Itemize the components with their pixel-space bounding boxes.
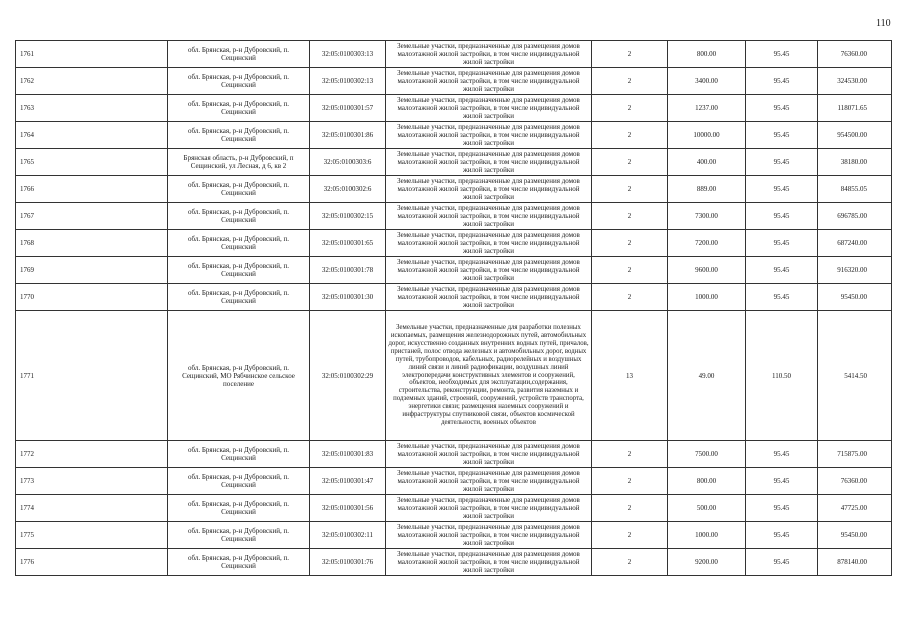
cadastral-value-cell: 95450.00 — [818, 522, 892, 549]
row-number: 1775 — [16, 522, 168, 549]
cadastral-value-cell: 95450.00 — [818, 284, 892, 311]
table-row — [16, 549, 892, 576]
address-cell: обл. Брянская, р-н Дубровский, п. Сещинский — [168, 468, 310, 495]
row-number: 1772 — [16, 441, 168, 468]
use-group-cell: 2 — [592, 95, 668, 122]
table-row — [16, 468, 892, 495]
row-number: 1774 — [16, 495, 168, 522]
use-group-cell: 2 — [592, 441, 668, 468]
use-group-cell: 2 — [592, 122, 668, 149]
cadastral-number-cell: 32:05:0100302:6 — [310, 176, 386, 203]
address-cell: обл. Брянская, р-н Дубровский, п. Сещинский — [168, 549, 310, 576]
use-group-cell: 2 — [592, 41, 668, 68]
cadastral-value-table — [15, 40, 892, 576]
row-number: 1766 — [16, 176, 168, 203]
area-cell: 9200.00 — [668, 549, 746, 576]
land-use-cell: Земельные участки, предназначенные для размещения домов малоэтажной жилой застройки, в том числе индивидуальной жилой застройки — [386, 549, 592, 576]
cadastral-value-cell: 76360.00 — [818, 41, 892, 68]
address-cell: обл. Брянская, р-н Дубровский, п. Сещинский — [168, 95, 310, 122]
row-number: 1763 — [16, 95, 168, 122]
land-use-cell: Земельные участки, предназначенные для размещения домов малоэтажной жилой застройки, в том числе индивидуальной жилой застройки — [386, 257, 592, 284]
land-use-cell: Земельные участки, предназначенные для размещения домов малоэтажной жилой застройки, в том числе индивидуальной жилой застройки — [386, 284, 592, 311]
use-group-cell: 2 — [592, 230, 668, 257]
specific-value-cell: 95.45 — [746, 468, 818, 495]
specific-value-cell: 95.45 — [746, 257, 818, 284]
cadastral-value-cell: 916320.00 — [818, 257, 892, 284]
use-group-cell: 2 — [592, 522, 668, 549]
row-number: 1770 — [16, 284, 168, 311]
specific-value-cell: 95.45 — [746, 284, 818, 311]
use-group-cell: 2 — [592, 549, 668, 576]
row-number: 1768 — [16, 230, 168, 257]
area-cell: 400.00 — [668, 149, 746, 176]
land-use-cell: Земельные участки, предназначенные для размещения домов малоэтажной жилой застройки, в том числе индивидуальной жилой застройки — [386, 230, 592, 257]
land-use-cell: Земельные участки, предназначенные для размещения домов малоэтажной жилой застройки, в том числе индивидуальной жилой застройки — [386, 95, 592, 122]
table-row — [16, 495, 892, 522]
area-cell: 7300.00 — [668, 203, 746, 230]
area-cell: 7200.00 — [668, 230, 746, 257]
specific-value-cell: 95.45 — [746, 41, 818, 68]
cadastral-number-cell: 32:05:0100302:29 — [310, 311, 386, 441]
cadastral-number-cell: 32:05:0100301:78 — [310, 257, 386, 284]
cadastral-value-cell: 878140.00 — [818, 549, 892, 576]
cadastral-value-cell: 715875.00 — [818, 441, 892, 468]
cadastral-value-cell: 76360.00 — [818, 468, 892, 495]
cadastral-number-cell: 32:05:0100303:6 — [310, 149, 386, 176]
table-row — [16, 95, 892, 122]
specific-value-cell: 95.45 — [746, 230, 818, 257]
address-cell: обл. Брянская, р-н Дубровский, п. Сещинский — [168, 495, 310, 522]
row-number: 1771 — [16, 311, 168, 441]
use-group-cell: 2 — [592, 468, 668, 495]
row-number: 1764 — [16, 122, 168, 149]
cadastral-value-cell: 324530.00 — [818, 68, 892, 95]
cadastral-value-cell: 696785.00 — [818, 203, 892, 230]
use-group-cell: 2 — [592, 495, 668, 522]
cadastral-value-cell: 47725.00 — [818, 495, 892, 522]
address-cell: обл. Брянская, р-н Дубровский, п. Сещинский — [168, 522, 310, 549]
table-row — [16, 522, 892, 549]
use-group-cell: 13 — [592, 311, 668, 441]
specific-value-cell: 110.50 — [746, 311, 818, 441]
specific-value-cell: 95.45 — [746, 203, 818, 230]
address-cell: обл. Брянская, р-н Дубровский, п. Сещинский — [168, 230, 310, 257]
table-row — [16, 257, 892, 284]
specific-value-cell: 95.45 — [746, 122, 818, 149]
specific-value-cell: 95.45 — [746, 522, 818, 549]
address-cell: Брянская область, р-н Дубровский, п Сещинский, ул Лесная, д 6, кв 2 — [168, 149, 310, 176]
specific-value-cell: 95.45 — [746, 441, 818, 468]
page-number: 110 — [876, 18, 891, 29]
cadastral-value-cell: 38180.00 — [818, 149, 892, 176]
table-row — [16, 68, 892, 95]
address-cell: обл. Брянская, р-н Дубровский, п. Сещинский — [168, 68, 310, 95]
use-group-cell: 2 — [592, 149, 668, 176]
land-use-cell: Земельные участки, предназначенные для размещения домов малоэтажной жилой застройки, в том числе индивидуальной жилой застройки — [386, 522, 592, 549]
land-use-cell: Земельные участки, предназначенные для разработки полезных ископаемых, размещения железнодорожных путей, автомобильных дорог, искусственно созданных внутренних водных путей, причалов, пристаней, полос отвода железных и автомобильных дорог, водных путей, трубопроводов, кабельных, радиорелейных и воздушных линий связи и линий радиофикации, воздушных линий электропередачи конструктивных элементов и сооружений, объектов, необходимых для эксплуатации,содержания, строительства, реконструкции, ремонта, развития наземных и подземных зданий, строений, сооружений, устройств транспорта, энергетики связи; размещения наземных сооружений и инфраструктуры спутниковой связи, объектов космической деятельности, военных объектов — [386, 311, 592, 441]
cadastral-value-cell: 5414.50 — [818, 311, 892, 441]
area-cell: 800.00 — [668, 41, 746, 68]
area-cell: 10000.00 — [668, 122, 746, 149]
land-use-cell: Земельные участки, предназначенные для размещения домов малоэтажной жилой застройки, в том числе индивидуальной жилой застройки — [386, 468, 592, 495]
table-row — [16, 311, 892, 441]
cadastral-number-cell: 32:05:0100302:15 — [310, 203, 386, 230]
cadastral-number-cell: 32:05:0100301:65 — [310, 230, 386, 257]
cadastral-number-cell: 32:05:0100301:56 — [310, 495, 386, 522]
area-cell: 9600.00 — [668, 257, 746, 284]
land-use-cell: Земельные участки, предназначенные для размещения домов малоэтажной жилой застройки, в том числе индивидуальной жилой застройки — [386, 176, 592, 203]
table-body — [16, 41, 892, 576]
use-group-cell: 2 — [592, 203, 668, 230]
table-row — [16, 203, 892, 230]
cadastral-value-cell: 687240.00 — [818, 230, 892, 257]
table-row — [16, 230, 892, 257]
cadastral-number-cell: 32:05:0100302:13 — [310, 68, 386, 95]
table-row — [16, 441, 892, 468]
use-group-cell: 2 — [592, 68, 668, 95]
specific-value-cell: 95.45 — [746, 95, 818, 122]
cadastral-number-cell: 32:05:0100301:47 — [310, 468, 386, 495]
address-cell: обл. Брянская, р-н Дубровский, п. Сещинский — [168, 203, 310, 230]
table-row — [16, 41, 892, 68]
address-cell: обл. Брянская, р-н Дубровский, п. Сещинский — [168, 284, 310, 311]
specific-value-cell: 95.45 — [746, 495, 818, 522]
area-cell: 3400.00 — [668, 68, 746, 95]
cadastral-number-cell: 32:05:0100301:30 — [310, 284, 386, 311]
land-use-cell: Земельные участки, предназначенные для размещения домов малоэтажной жилой застройки, в том числе индивидуальной жилой застройки — [386, 68, 592, 95]
address-cell: обл. Брянская, р-н Дубровский, п. Сещинский, МО Рябчинское сельское поселение — [168, 311, 310, 441]
specific-value-cell: 95.45 — [746, 549, 818, 576]
cadastral-number-cell: 32:05:0100301:83 — [310, 441, 386, 468]
use-group-cell: 2 — [592, 284, 668, 311]
land-use-cell: Земельные участки, предназначенные для размещения домов малоэтажной жилой застройки, в том числе индивидуальной жилой застройки — [386, 122, 592, 149]
address-cell: обл. Брянская, р-н Дубровский, п. Сещинский — [168, 441, 310, 468]
address-cell: обл. Брянская, р-н Дубровский, п. Сещинский — [168, 41, 310, 68]
cadastral-value-cell: 118071.65 — [818, 95, 892, 122]
row-number: 1762 — [16, 68, 168, 95]
area-cell: 7500.00 — [668, 441, 746, 468]
cadastral-number-cell: 32:05:0100302:11 — [310, 522, 386, 549]
table-row — [16, 149, 892, 176]
row-number: 1773 — [16, 468, 168, 495]
area-cell: 49.00 — [668, 311, 746, 441]
row-number: 1776 — [16, 549, 168, 576]
cadastral-value-cell: 954500.00 — [818, 122, 892, 149]
specific-value-cell: 95.45 — [746, 149, 818, 176]
area-cell: 1237.00 — [668, 95, 746, 122]
cadastral-number-cell: 32:05:0100301:76 — [310, 549, 386, 576]
use-group-cell: 2 — [592, 257, 668, 284]
area-cell: 500.00 — [668, 495, 746, 522]
cadastral-number-cell: 32:05:0100301:86 — [310, 122, 386, 149]
land-use-cell: Земельные участки, предназначенные для размещения домов малоэтажной жилой застройки, в том числе индивидуальной жилой застройки — [386, 41, 592, 68]
address-cell: обл. Брянская, р-н Дубровский, п. Сещинский — [168, 257, 310, 284]
land-use-cell: Земельные участки, предназначенные для размещения домов малоэтажной жилой застройки, в том числе индивидуальной жилой застройки — [386, 149, 592, 176]
cadastral-number-cell: 32:05:0100303:13 — [310, 41, 386, 68]
area-cell: 1000.00 — [668, 284, 746, 311]
address-cell: обл. Брянская, р-н Дубровский, п. Сещинский — [168, 176, 310, 203]
row-number: 1769 — [16, 257, 168, 284]
row-number: 1767 — [16, 203, 168, 230]
area-cell: 1000.00 — [668, 522, 746, 549]
land-use-cell: Земельные участки, предназначенные для размещения домов малоэтажной жилой застройки, в том числе индивидуальной жилой застройки — [386, 203, 592, 230]
specific-value-cell: 95.45 — [746, 176, 818, 203]
specific-value-cell: 95.45 — [746, 68, 818, 95]
row-number: 1765 — [16, 149, 168, 176]
area-cell: 889.00 — [668, 176, 746, 203]
row-number: 1761 — [16, 41, 168, 68]
cadastral-number-cell: 32:05:0100301:57 — [310, 95, 386, 122]
cadastral-value-cell: 84855.05 — [818, 176, 892, 203]
land-use-cell: Земельные участки, предназначенные для размещения домов малоэтажной жилой застройки, в том числе индивидуальной жилой застройки — [386, 495, 592, 522]
table-row — [16, 176, 892, 203]
table-row — [16, 284, 892, 311]
use-group-cell: 2 — [592, 176, 668, 203]
area-cell: 800.00 — [668, 468, 746, 495]
address-cell: обл. Брянская, р-н Дубровский, п. Сещинский — [168, 122, 310, 149]
table-row — [16, 122, 892, 149]
land-use-cell: Земельные участки, предназначенные для размещения домов малоэтажной жилой застройки, в том числе индивидуальной жилой застройки — [386, 441, 592, 468]
